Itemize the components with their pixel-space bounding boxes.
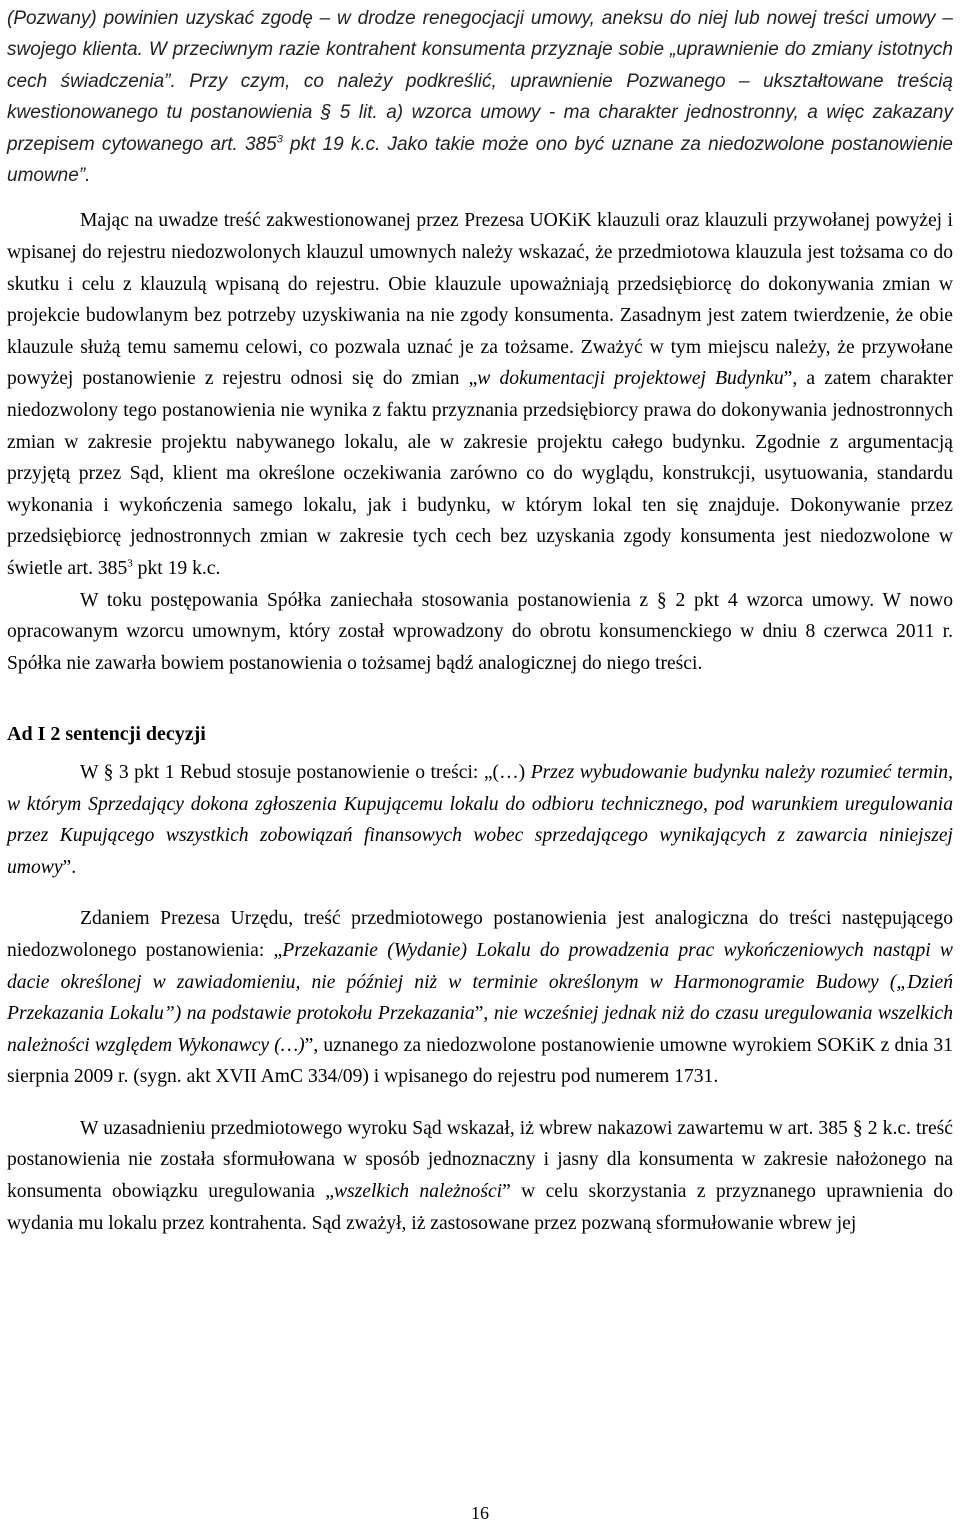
text-segment: W § 3 pkt 1 Rebud stosuje postanowienie o treści: „(…)	[80, 761, 531, 783]
superscript: 3	[276, 133, 283, 146]
text-segment: ”.	[62, 856, 77, 878]
superscript: 3	[127, 557, 133, 570]
italic-quote: Przekazanie (Wydanie) Lokalu do prowadzenia prac wykończeniowych nastąpi w dacie określonej w zawiadomieniu, nie później niż w terminie określonym w Harmonogramie Budowy („Dzień Przekazania Lokalu”) na podstawie protokołu Przekazania	[7, 939, 953, 1025]
paragraph-clause-quote	[7, 757, 953, 883]
quoted-justification-paragraph	[7, 3, 953, 191]
text-segment: ”, uznanego za niedozwolone postanowienie umowne wyrokiem SOKiK z dnia 31 sierpnia 2009 r. (sygn. akt XVII AmC 334/09) i wpisanego do rejestru pod numerem 1731.	[7, 1034, 953, 1088]
italic-quote: wszelkich należności	[333, 1181, 503, 1203]
text-segment: ” w celu skorzystania z przyznanego uprawnienia do wydania mu lokalu przez kontrahenta. Sąd zważył, iż zastosowane przez pozwaną sformułowanie wbrew jej	[7, 1181, 954, 1234]
italic-quote: Przez wybudowanie budynku należy rozumieć termin, w którym Sprzedający dokona zgłoszenia Kupującemu lokalu do odbioru technicznego, pod warunkiem uregulowania przez Kupującego wszystkich zobowiązań finansowych wobec sprzedającego wynikających z zawarcia niniejszej umowy	[7, 761, 953, 878]
text-segment: ”, a zatem charakter niedozwolony tego postanowienia nie wynika z faktu przyznania przedsiębiorcy prawa do dokonywania jednostronnych zmian w zakresie projektu nabywanego lokalu, ale w zakresie projektu całego budynku. Zgodnie z argumentacją przyjętą przez Sąd, klient ma określone oczekiwania zarówno co do wyglądu, konstrukcji, usytuowania, standardu wykonania i wykończenia samego lokalu, jak i budynku, w którym lokal ten się znajduje. Dokonywanie przez przedsiębiorcę jednostronnych zmian w zakresie tych cech bez uzyskania zgody konsumenta jest niedozwolone w świetle art. 385	[7, 368, 953, 579]
section-heading: Ad I 2 sentencji decyzji	[7, 723, 206, 746]
paragraph-discontinuation: W toku postępowania Spółka zaniechała stosowania postanowienia z § 2 pkt 4 wzorca umowy. W nowo opracowanym wzorcu umownym, który został wprowadzony do obrotu konsumenckiego w dniu 8 czerwca 2011 r. Spółka nie zawarła bowiem postanowienia o tożsamej bądź analogicznej do niego treści.	[7, 589, 953, 674]
text-segment: ”,	[474, 1003, 494, 1025]
paragraph-president-opinion	[7, 903, 953, 1093]
text-segment: (Pozwany) powinien uzyskać zgodę – w drodze renegocjacji umowy, aneksu do niej lub nowej treści umowy – swojego klienta. W przeciwnym razie kontrahent konsumenta przyznaje sobie „uprawnienie do zmiany istotnych cech świadczenia”. Przy czym, co należy podkreślić, uprawnienie Pozwanego – ukształtowane treścią kwestionowanego tu postanowienia § 5 lit. a) wzorca umowy - ma charakter jednostronny, a więc zakazany przepisem cytowanego art. 385	[7, 8, 953, 155]
paragraph-court-reasoning	[7, 1113, 953, 1239]
text-segment: pkt 19 k.c. Jako takie może ono być uznane za niedozwolone postanowienie umowne”.	[7, 133, 953, 187]
text-segment: Mając na uwadze treść zakwestionowanej przez Prezesa UOKiK klauzuli oraz klauzuli przywołanej powyżej i wpisanej do rejestru niedozwolonych klauzul umownych należy wskazać, że przedmiotowa klauzula jest tożsama co do skutku i celu z klauzulą wpisaną do rejestru. Obie klauzule upoważniają przedsiębiorcę do dokonywania zmian w projekcie budowlanym bez potrzeby uzyskiwania na nie zgody konsumenta. Zasadnym jest zatem twierdzenie, że obie klauzule służą temu samemu celowi, co pozwala uznać je za tożsame. Zważyć w tym miejscu należy, że przywołane powyżej postanowienie z rejestru odnosi się do zmian „	[7, 210, 953, 390]
paragraph-clause-comparison	[7, 205, 953, 584]
page-number: 16	[471, 1503, 489, 1523]
text-segment: W uzasadnieniu przedmiotowego wyroku Sąd wskazał, iż wbrew nakazowi zawartemu w art. 385 § 2 k.c. treść postanowienia nie została sformułowana w sposób jednoznaczny i jasny dla konsumenta w zakresie nałożonego na konsumenta obowiązku uregulowania „	[7, 1117, 953, 1203]
text-segment: Zdaniem Prezesa Urzędu, treść przedmiotowego postanowienia jest analogiczna do treści następującego niedozwolonego postanowienia: „	[7, 908, 953, 961]
document-page	[7, 0, 953, 1239]
text-segment: pkt 19 k.c.	[132, 557, 221, 579]
italic-quote: nie wcześniej jednak niż do czasu uregulowania wszelkich należności względem Wykonawcy (…)	[7, 1003, 953, 1056]
italic-quote: w dokumentacji projektowej Budynku	[477, 368, 784, 390]
